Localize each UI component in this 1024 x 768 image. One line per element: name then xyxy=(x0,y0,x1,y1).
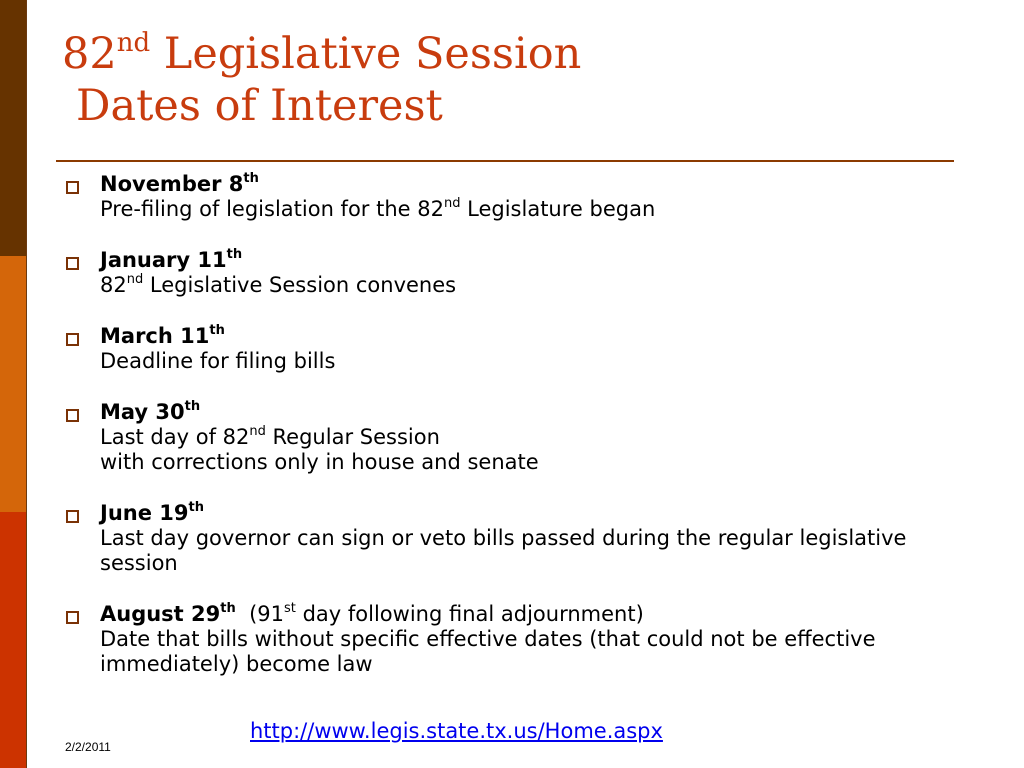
left-stripe-bottom xyxy=(0,512,26,768)
item-date: November 8th xyxy=(100,171,259,196)
item-description: Last day governor can sign or veto bills passed during the regular legislative session xyxy=(100,526,907,575)
title-line2: Dates of Interest xyxy=(76,81,443,131)
footer-date: 2/2/2011 xyxy=(65,740,111,754)
item-note: (91st day following final adjournment) xyxy=(249,601,644,626)
square-bullet-icon xyxy=(66,409,79,422)
square-bullet-icon xyxy=(66,333,79,346)
item-description: 82nd Legislative Session convenes xyxy=(100,272,457,297)
list-item-june xyxy=(66,501,966,576)
item-date: March 11th xyxy=(100,323,225,348)
square-bullet-icon xyxy=(66,181,79,194)
item-date: May 30th xyxy=(100,399,201,424)
legislature-website-link[interactable]: http://www.legis.state.tx.us/Home.aspx xyxy=(250,719,663,743)
square-bullet-icon xyxy=(66,257,79,270)
item-description: Deadline for filing bills xyxy=(100,349,336,373)
item-description: Pre-filing of legislation for the 82nd Legislature began xyxy=(100,196,656,221)
list-item-august xyxy=(66,602,966,677)
list-item-january xyxy=(66,248,966,298)
list-item-november xyxy=(66,172,966,222)
title-line1: 82nd Legislative Session xyxy=(62,28,582,79)
dates-list xyxy=(66,172,966,703)
square-bullet-icon xyxy=(66,611,79,624)
item-date: January 11th xyxy=(100,247,243,272)
item-description: Last day of 82nd Regular Session xyxy=(100,424,440,449)
item-description: Date that bills without specific effective dates (that could not be effective immediately) become law xyxy=(100,627,876,676)
item-date: June 19th xyxy=(100,500,204,525)
list-item-march xyxy=(66,324,966,374)
title-divider xyxy=(56,160,954,162)
item-description-extra: with corrections only in house and senate xyxy=(100,450,539,474)
square-bullet-icon xyxy=(66,510,79,523)
list-item-may xyxy=(66,400,966,475)
item-date: August 29th xyxy=(100,601,236,626)
left-stripe-top xyxy=(0,0,26,256)
left-stripe-edge xyxy=(26,0,27,768)
left-stripe-middle xyxy=(0,256,26,512)
slide-title xyxy=(62,28,581,132)
